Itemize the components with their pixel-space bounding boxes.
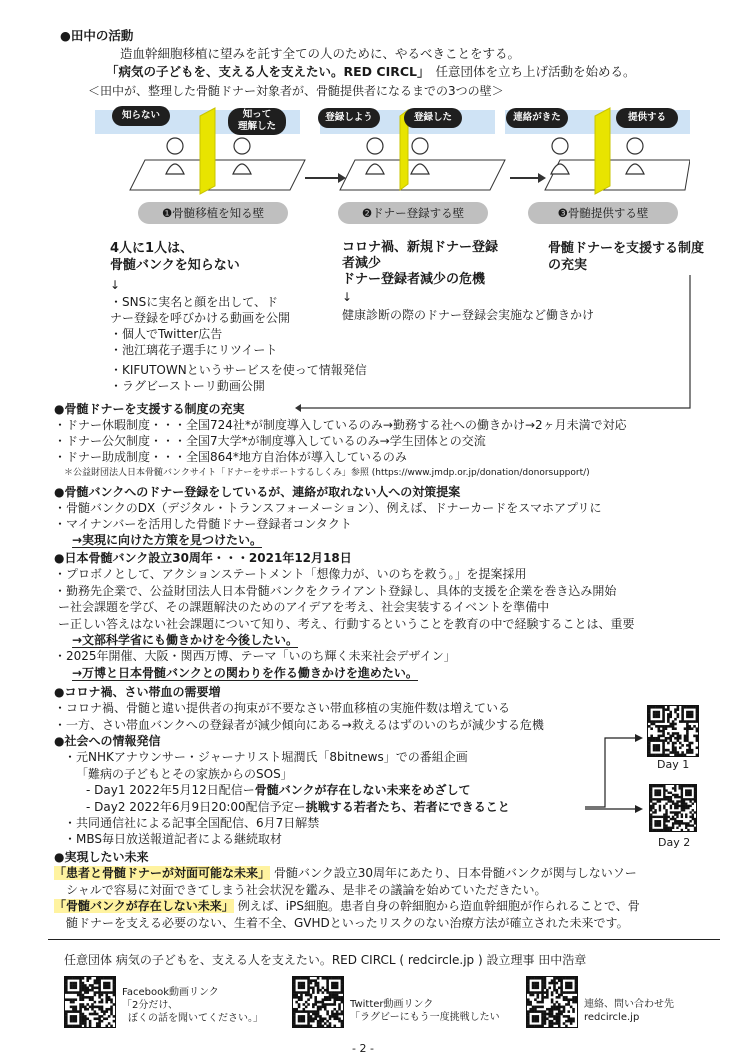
info-line: ・共同通信社による記事全国配信、6月7日解禁 bbox=[64, 816, 320, 831]
org-name: 「病気の子どもを、支える人を支えたい。RED CIRCL」 bbox=[106, 64, 430, 79]
info-day2-title: 挑戦する若者たち、若者にできること bbox=[305, 799, 510, 814]
anniversary-line: ・勤務先企業で、公益財団法人日本骨髄バンクをクライアント登録し、具体的支援を企業を巻き込み開始 bbox=[54, 583, 617, 598]
col2-title-line1: コロナ禍、新規ドナー登録 bbox=[342, 240, 499, 255]
info-line: ・MBS毎日放送報道記者による継続取材 bbox=[64, 832, 282, 847]
bubble-renraku: 連絡がきた bbox=[506, 108, 568, 128]
support-section bbox=[54, 401, 627, 481]
list-item: ・ラグビーストーリ動画公開 bbox=[110, 379, 265, 393]
walls-subtitle: ＜田中が、整理した骨髄ドナー対象者が、骨髄提供者になるまでの3つの壁＞ bbox=[88, 84, 504, 98]
contact-goal: →実現に向けた方策を見つけたい。 bbox=[72, 533, 263, 547]
info-section bbox=[54, 733, 510, 848]
col3-title bbox=[548, 240, 704, 274]
contact-url: redcircle.jp bbox=[584, 1012, 640, 1023]
qr-arrows bbox=[585, 712, 645, 827]
future-heading: ●実現したい未来 bbox=[54, 850, 149, 864]
col1-title-line1: 4人に1人は、 bbox=[110, 241, 194, 256]
wall-3 bbox=[595, 108, 610, 194]
facebook-link-title: 「2分だけ、 bbox=[122, 1000, 178, 1011]
contact-link-text[interactable] bbox=[584, 998, 674, 1024]
list-item: ・KIFUTOWNというサービスを使って情報発信 bbox=[110, 363, 367, 377]
page-number: - 2 - bbox=[352, 1042, 374, 1055]
support-line: ・ドナー助成制度・・・全国864*地方自治体が導入しているのみ bbox=[54, 450, 407, 464]
qr-code-day1[interactable] bbox=[647, 705, 699, 757]
anniversary-line: ・プロボノとして、アクションステートメント「想像力が、いのちを救う。」を提案採用 bbox=[54, 567, 527, 582]
qr-label-day1: Day 1 bbox=[657, 758, 690, 771]
contact-line: ・骨髄バンクのDX（デジタル・トランスフォーメーション）、例えば、ドナーカードをスマホアプリに bbox=[54, 501, 602, 515]
info-heading: ●社会への情報発信 bbox=[54, 734, 161, 748]
info-line: 「難病の子どもとその家族からのSOS」 bbox=[76, 766, 293, 781]
contact-line: ・マイナンバーを活用した骨髄ドナー登録者コンタクト bbox=[54, 517, 352, 531]
facebook-link-text[interactable] bbox=[122, 986, 263, 1025]
future-section bbox=[54, 849, 640, 931]
return-arrow bbox=[295, 270, 715, 415]
future-vision-1: 「患者と骨髄ドナーが対面可能な未来」 bbox=[54, 866, 271, 881]
anniversary-goal-expo: →万博と日本骨髄バンクとの関わりを作る働きかけを進めたい。 bbox=[72, 665, 418, 680]
qr-code-twitter[interactable] bbox=[292, 976, 344, 1028]
info-day1-title: 骨髄バンクが存在しない未来をめざして bbox=[254, 783, 471, 798]
list-item: ・SNSに実名と顔を出して、ド bbox=[110, 295, 278, 309]
bubble-shitte-rikai: 知って 理解した bbox=[228, 108, 286, 135]
support-line: ・ドナー公欠制度・・・全国7大学*が制度導入しているのみ→学生団体との交流 bbox=[54, 434, 486, 448]
wall-label-2: ❷ドナー登録する壁 bbox=[338, 202, 488, 224]
footer-divider bbox=[48, 939, 720, 940]
facebook-link-title2: ぼくの話を聞いてください。」 bbox=[128, 1013, 263, 1024]
info-line: ・元NHKアナウンサー・ジャーナリスト堀潤氏「8bitnews」での番組企画 bbox=[64, 750, 468, 765]
list-item: ナー登録を呼びかける動画を公開 bbox=[110, 311, 291, 325]
facebook-link-label: Facebook動画リンク bbox=[122, 987, 219, 998]
anniversary-section bbox=[54, 550, 635, 681]
qr-code-contact[interactable] bbox=[526, 976, 578, 1028]
wall-1 bbox=[200, 108, 215, 194]
cord-blood-heading: ●コロナ禍、さい帯血の需要増 bbox=[54, 685, 221, 699]
tanaka-line1: 造血幹細胞移植に望みを託す全ての人のために、やるべきことをする。 bbox=[120, 46, 521, 61]
contact-section bbox=[54, 484, 602, 548]
anniversary-line: ・2025年開催、大阪・関西万博、テーマ「いのち輝く未来社会デザイン」 bbox=[54, 649, 456, 664]
floor-1 bbox=[130, 160, 305, 190]
col2-title-line2: 者減少 bbox=[342, 256, 382, 271]
tanaka-line2 bbox=[106, 62, 636, 80]
twitter-link-label: Twitter動画リンク bbox=[350, 999, 434, 1010]
info-day1-date: - Day1 2022年5月12日配信ー bbox=[86, 783, 255, 798]
anniversary-line: ー社会課題を学び、その課題解決のためのアイデアを考え、社会実装するイベントを準備中 bbox=[58, 600, 550, 615]
contact-heading: ●骨髄バンクへのドナー登録をしているが、連絡が取れない人への対策提案 bbox=[54, 485, 461, 499]
col2-arrow: ↓ bbox=[342, 290, 353, 304]
support-note: ＊公益財団法人日本骨髄バンクサイト「ドナーをサポートするしくみ」参照 (https://www.jmdp.or.jp/donation/donorsupport/) bbox=[64, 468, 590, 478]
section-heading-tanaka: ●田中の活動 bbox=[60, 28, 134, 43]
col1-title bbox=[110, 240, 240, 274]
footer-org: 任意団体 病気の子どもを、支える人を支えたい。RED CIRCL ( redcircle.jp ) 設立理事 田中浩章 bbox=[64, 953, 587, 967]
bubble-teikyo: 提供する bbox=[616, 108, 678, 128]
cord-blood-line: ・コロナ禍、骨髄と違い提供者の拘束が不要なさい帯血移植の実施件数は増えている bbox=[54, 701, 511, 716]
col2-item: 健康診断の際のドナー登録会実施など働きかけ bbox=[342, 308, 595, 322]
future-vision-2: 「骨髄バンクが存在しない未来」 bbox=[54, 899, 234, 914]
col1-title-line2: 骨髄バンクを知らない bbox=[110, 258, 240, 273]
anniversary-goal-mext: →文部科学省にも働きかけを今後したい。 bbox=[72, 633, 299, 648]
info-day2-date: - Day2 2022年6月9日20:00配信予定ー bbox=[86, 799, 306, 814]
twitter-link-title: 「ラグビーにもう一度挑戦したい bbox=[350, 1012, 500, 1023]
wall-label-1: ❶骨髄移植を知る壁 bbox=[138, 202, 288, 224]
future-text: シャルで容易に対面できてしまう社会状況を鑑み、是非その議論を始めていただきたい。 bbox=[66, 882, 547, 897]
bubble-toroku-shiyou: 登録しよう bbox=[318, 108, 380, 128]
cord-blood-section bbox=[54, 684, 544, 733]
support-line: ・ドナー休暇制度・・・全国724社*が制度導入しているのみ→勤務する社への働きかけ→2ヶ月未満で対応 bbox=[54, 418, 627, 432]
qr-code-day2[interactable] bbox=[649, 784, 697, 832]
future-text: 髄ドナーを支える必要のない、生着不全、GVHDといったリスクのない治療方法が確立された未来です。 bbox=[66, 915, 629, 930]
anniversary-line: ー正しい答えはない社会課題について知り、考え、行動するということを教育の中で経験することは、重要 bbox=[58, 616, 635, 631]
qr-code-facebook[interactable] bbox=[64, 976, 116, 1028]
floor-3 bbox=[545, 160, 690, 190]
contact-label: 連絡、問い合わせ先 bbox=[584, 999, 674, 1010]
list-item: ・個人でTwitter広告 bbox=[110, 327, 223, 341]
qr-label-day2: Day 2 bbox=[658, 836, 691, 849]
future-text: 例えば、iPS細胞。患者自身の幹細胞から造血幹細胞が作られることで、骨 bbox=[237, 899, 640, 914]
tanaka-line2b: 任意団体を立ち上げ活動を始める。 bbox=[435, 64, 636, 79]
bubble-toroku-shita: 登録した bbox=[404, 108, 462, 128]
twitter-link-text[interactable] bbox=[350, 998, 500, 1024]
bubble-shiranai: 知らない bbox=[112, 106, 170, 126]
support-heading: ●骨髄ドナーを支援する制度の充実 bbox=[54, 402, 245, 416]
cord-blood-line: ・一方、さい帯血バンクへの登録者が減少傾向にある→救えるはずのいのちが減少する危機 bbox=[54, 717, 544, 732]
col1-arrow: ↓ bbox=[110, 278, 121, 292]
stage-arrow-2-head bbox=[538, 173, 546, 183]
wall-label-3: ❸骨髄提供する壁 bbox=[528, 202, 678, 224]
col3-title-line1: 骨髄ドナーを支援する制度 bbox=[548, 241, 705, 256]
list-item: ・池江璃花子選手にリツイート bbox=[110, 343, 278, 357]
col2-title-line3: ドナー登録者減少の危機 bbox=[342, 272, 486, 287]
future-text: 骨髄バンク設立30周年にあたり、日本骨髄バンクが関与しないソー bbox=[274, 866, 637, 881]
anniversary-heading: ●日本骨髄バンク設立30周年・・・2021年12月18日 bbox=[54, 551, 352, 565]
col3-title-line2: の充実 bbox=[548, 258, 588, 273]
